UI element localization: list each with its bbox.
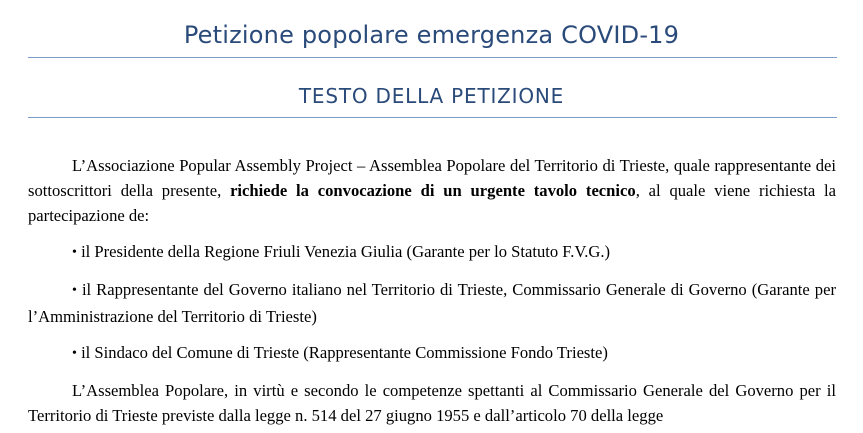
list-item-text: il Presidente della Regione Friuli Venezia Giulia (Garante per lo Statuto F.V.G.) (81, 242, 611, 261)
list-item-government (28, 277, 836, 329)
section-heading: TESTO DELLA PETIZIONE (298, 84, 565, 108)
intro-text-end: , al quale viene richiesta la partecipazione de: (28, 181, 837, 225)
list-item-text: il Rappresentante del Governo italiano nel Territorio di Trieste, Commissario Generale di Governo (Garante per l’Amministrazione del Territorio di Trieste) (28, 280, 836, 326)
assembly-text-rest: , in virtù e secondo le competenze spettanti al Commissario Generale del Governo per il Territorio di Trieste previste dalla legge n. 514 del 27 giugno 1955 e dall’articolo 70 della legge (28, 381, 836, 425)
assembly-paragraph (28, 378, 836, 428)
intro-paragraph (28, 153, 836, 228)
list-item-text: il Sindaco del Comune di Trieste (Rappresentante Commissione Fondo Trieste) (81, 343, 608, 362)
bullet-icon: • (72, 283, 77, 298)
title-divider (28, 57, 837, 58)
assembly-text-start: L’Assemblea Popolare (72, 381, 225, 400)
intro-text-start: L’Associazione Popular Assembly Project – Assemblea Popolare del Territorio di Trieste, quale rappresentante dei sottoscrittori della presente, (28, 156, 836, 200)
list-item-president (28, 239, 836, 266)
list-item-mayor (28, 340, 836, 367)
document-title: Petizione popolare emergenza COVID-19 (183, 21, 680, 49)
bullet-icon: • (72, 346, 77, 361)
section-divider (28, 117, 837, 118)
bullet-icon: • (72, 245, 77, 260)
intro-text-bold: richiede la convocazione di un urgente tavolo tecnico (230, 181, 636, 200)
petition-body (28, 153, 836, 428)
